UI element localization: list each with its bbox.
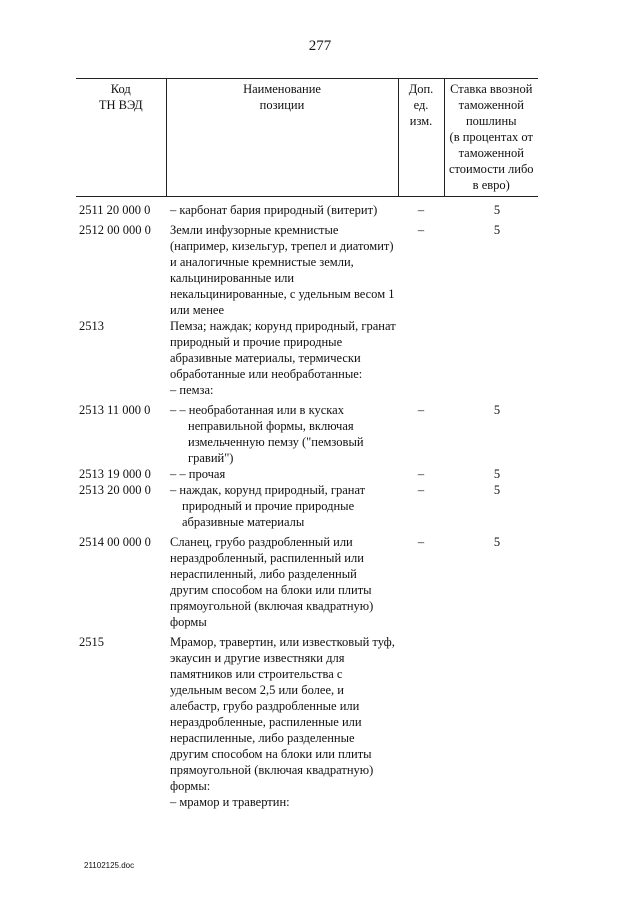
row-name [166,382,398,398]
header-code-line: Код [110,82,131,96]
row-rate: 5 [493,483,501,497]
row-rate [444,794,538,810]
row-unit: – [417,403,425,417]
row-code: 2513 [79,319,104,333]
row-rate: 5 [493,403,501,417]
header-unit-line: ед. [413,98,429,112]
row-name [166,402,398,466]
header-rate-line: таможенной [458,146,524,160]
header-rate-line: пошлины [465,114,517,128]
header-name-line: позиции [259,98,305,112]
row-name [166,466,398,482]
table-header-row [76,79,538,197]
table-row [76,382,538,398]
row-name [166,222,398,318]
row-name [166,318,398,382]
row-name-text: – мрамор и травертин: [170,795,290,809]
header-unit [398,79,444,197]
row-unit [398,634,444,794]
header-code [76,79,166,197]
row-code: 2513 20 000 0 [79,483,151,497]
table-row [76,794,538,810]
header-unit-line: изм. [409,114,433,128]
row-rate: 5 [493,223,501,237]
row-name-text: – – прочая [170,467,226,481]
row-name [166,534,398,630]
row-unit: – [417,483,425,497]
row-code: 2513 11 000 0 [79,403,151,417]
tariff-table [76,78,538,810]
header-rate-line: стоимости либо [448,162,534,176]
table-row [76,318,538,382]
row-code [76,382,166,398]
header-code-line: ТН ВЭД [98,98,143,112]
page-number: 277 [308,38,332,54]
header-rate [444,79,538,197]
header-rate-line: в евро) [472,178,510,192]
row-name-text: – пемза: [170,383,214,397]
row-name-text: Земли инфузорные кремнистые (например, кизельгур, трепел и диатомит) и аналогичные кремнистые земли, кальцинированные или некальцинированные, с удельным весом 1 или менее [170,223,395,317]
header-name-line: Наименование [243,82,321,96]
header-rate-line: таможенной [458,98,524,112]
header-rate-line: Ставка ввозной [450,82,533,96]
header-name [166,79,398,197]
row-unit: – [417,203,425,217]
row-name [166,794,398,810]
row-unit: – [417,223,425,237]
row-rate [444,318,538,382]
header-unit-line: Доп. [408,82,434,96]
row-rate: 5 [493,467,501,481]
row-name-text: Сланец, грубо раздробленный или нераздробленный, распиленный или нераспиленный, либо разделенный другим способом на блоки или плиты прямоугольной (включая квадратную) формы [170,535,374,629]
row-name [166,634,398,794]
row-code: 2513 19 000 0 [79,467,151,481]
row-unit [398,382,444,398]
row-code: 2515 [79,635,104,649]
table-row [76,222,538,318]
row-rate [444,382,538,398]
table-row [76,482,538,530]
row-name-text: – – необработанная или в кусках неправильной формы, включая измельченную пемзу ("пемзовый гравий") [170,403,364,465]
table-row [76,634,538,794]
row-name [166,482,398,530]
row-code: 2511 20 000 0 [79,203,151,217]
table-row [76,534,538,630]
row-unit: – [417,535,425,549]
row-name-text: – карбонат бария природный (витерит) [170,203,378,217]
row-name [166,197,398,219]
row-unit [398,794,444,810]
table-row [76,466,538,482]
row-code: 2512 00 000 0 [79,223,151,237]
table-row [76,197,538,219]
row-name-text: Мрамор, травертин, или известковый туф, экаусин и другие известняки для памятников или строительства с удельным весом 2,5 или более, и алебастр, грубо раздробленные или нераздробленные, распиленные или нераспиленные, либо разделенные другим способом на блоки или плиты прямоугольной (включая квадратную) формы: [170,635,395,793]
row-code [76,794,166,810]
row-name-text: – наждак, корунд природный, гранат природный и прочие природные абразивные материалы [170,483,366,529]
row-rate: 5 [493,203,501,217]
row-unit [398,318,444,382]
row-code: 2514 00 000 0 [79,535,151,549]
row-rate [444,634,538,794]
row-rate: 5 [493,535,501,549]
row-name-text: Пемза; наждак; корунд природный, гранат природный и прочие природные абразивные материалы, термически обработанные или необработанные: [170,319,396,381]
row-unit: – [417,467,425,481]
footer-filename: 21102125.doc [84,861,135,870]
table-row [76,402,538,466]
header-rate-line: (в процентах от [449,130,533,144]
